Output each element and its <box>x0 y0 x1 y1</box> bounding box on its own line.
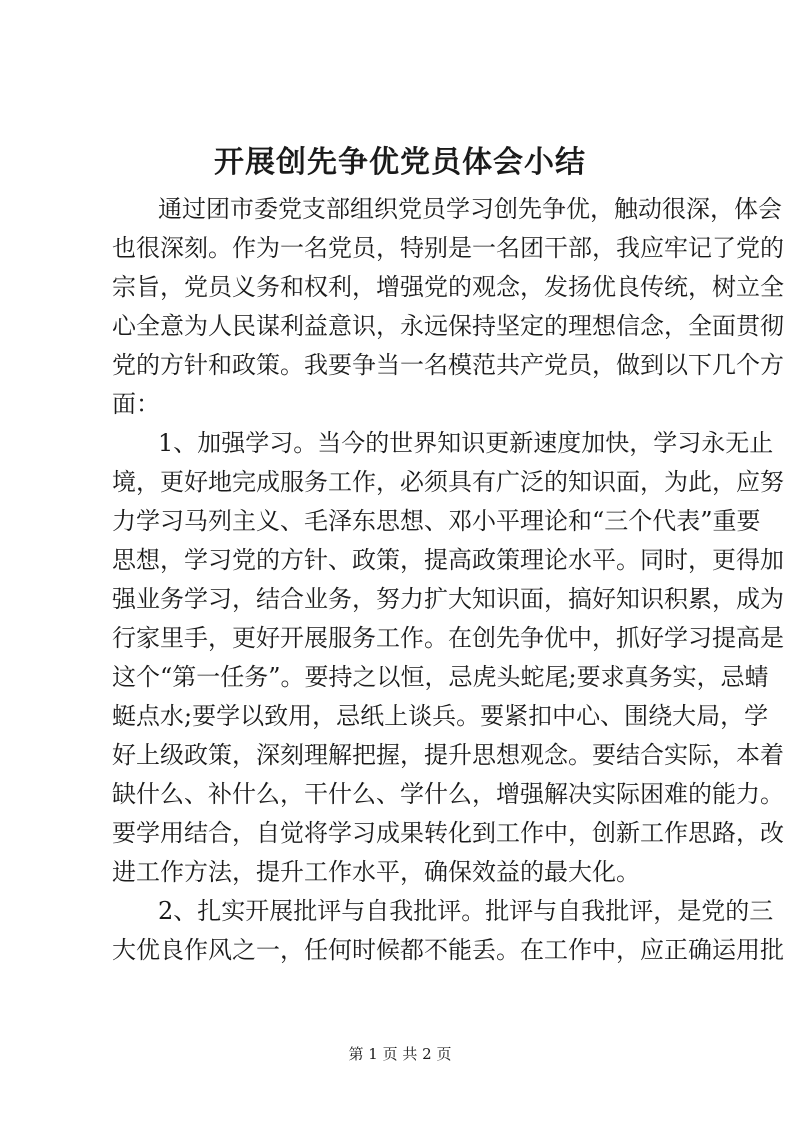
document-body <box>112 190 784 970</box>
paragraph-line: 进工作方法，提升工作水平，确保效益的最大化。 <box>112 858 640 886</box>
paragraph-line: 力学习马列主义、毛泽东思想、邓小平理论和“三个代表”重要 <box>112 507 761 535</box>
paragraph-line: 1、加强学习。当今的世界知识更新速度加快，学习永无止 <box>158 429 774 457</box>
paragraph-line: 党的方针和政策。我要争当一名模范共产党员，做到以下几个方 <box>112 351 784 379</box>
paragraph-line: 大优良作风之一，任何时候都不能丢。在工作中，应正确运用批 <box>112 936 784 964</box>
paragraph-line: 蜓点水;要学以致用，忌纸上谈兵。要紧扣中心、围绕大局，学 <box>112 702 769 730</box>
paragraph-line: 好上级政策，深刻理解把握，提升思想观念。要结合实际，本着 <box>112 741 784 769</box>
paragraph-line: 面： <box>112 390 160 418</box>
paragraph-line: 心全意为人民谋利益意识，永远保持坚定的理想信念，全面贯彻 <box>112 312 784 340</box>
document-title: 开展创先争优党员体会小结 <box>214 145 586 180</box>
paragraph-line: 境，更好地完成服务工作，必须具有广泛的知识面，为此，应努 <box>112 468 784 496</box>
paragraph-line: 强业务学习，结合业务，努力扩大知识面，搞好知识积累，成为 <box>112 585 784 613</box>
paragraph-line: 通过团市委党支部组织党员学习创先争优，触动很深，体会 <box>158 195 782 223</box>
page-number-footer: 第 1 页 共 2 页 <box>348 1045 452 1063</box>
paragraph-line: 2、扎实开展批评与自我批评。批评与自我批评，是党的三 <box>158 897 774 925</box>
paragraph-line: 这个“第一任务”。要持之以恒，忌虎头蛇尾;要求真务实，忌蜻 <box>112 663 769 691</box>
paragraph-line: 行家里手，更好开展服务工作。在创先争优中，抓好学习提高是 <box>112 624 784 652</box>
paragraph-line: 也很深刻。作为一名党员，特别是一名团干部，我应牢记了党的 <box>112 234 784 262</box>
paragraph-line: 要学用结合，自觉将学习成果转化到工作中，创新工作思路，改 <box>112 819 784 847</box>
paragraph-line: 缺什么、补什么，干什么、学什么，增强解决实际困难的能力。 <box>112 780 784 808</box>
paragraph-line: 宗旨，党员义务和权利，增强党的观念，发扬优良传统，树立全 <box>112 273 784 301</box>
paragraph-line: 思想，学习党的方针、政策，提高政策理论水平。同时，更得加 <box>112 546 784 574</box>
